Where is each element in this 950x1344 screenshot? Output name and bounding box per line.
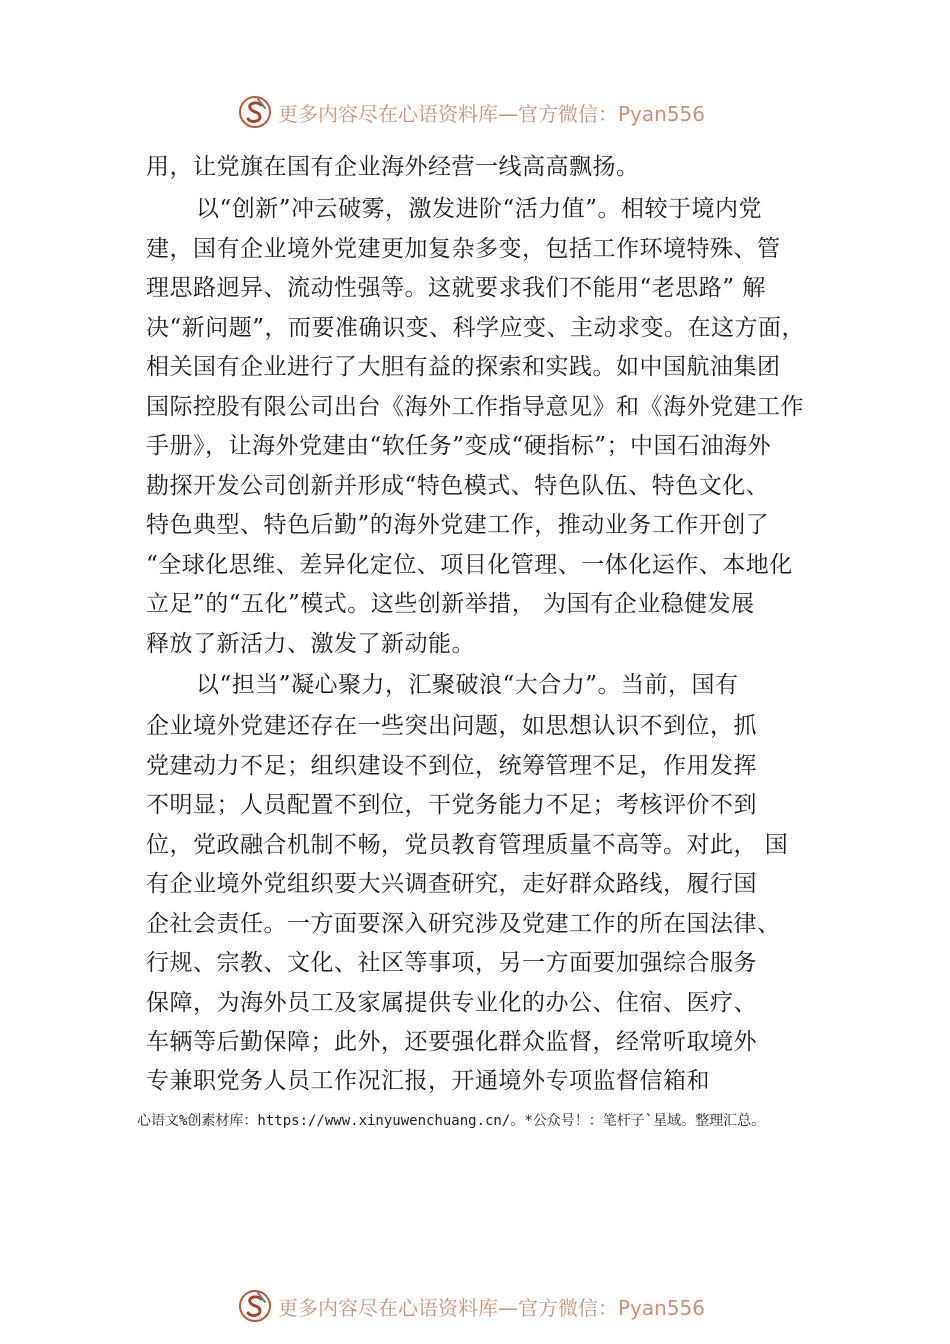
body-line: 不明显；人员配置不到位，干党务能力不足；考核评价不到 [146, 792, 757, 818]
watermark-text: 更多内容尽在心语资料库—官方微信：Pyan556 [278, 1295, 706, 1320]
body-line: 手册》，让海外党建由“软任务”变成“硬指标”；中国石油海外 [146, 433, 772, 459]
body-line: 以“创新”冲云破雾，激发进阶“活力值”。相较于境内党 [196, 196, 763, 222]
body-line: 党建动力不足；组织建设不到位，统筹管理不足，作用发挥 [146, 753, 757, 779]
body-line: 行规、宗教、文化、社区等事项，另一方面要加强综合服务 [146, 950, 757, 976]
body-line: 特色典型、特色后勤”的海外党建工作，推动业务工作开创了 [146, 512, 770, 538]
body-line: 车辆等后勤保障；此外，还要强化群众监督，经常听取境外 [146, 1029, 757, 1055]
stylized-s-logo-icon [238, 1289, 272, 1323]
header-watermark [238, 94, 705, 130]
body-line: 立足”的“五化”模式。这些创新举措， 为国有企业稳健发展 [146, 591, 755, 617]
body-line: 建，国有企业境外党建更加复杂多变，包括工作环境特殊、管 [146, 236, 781, 262]
body-line: 用，让党旗在国有企业海外经营一线高高飘扬。 [146, 154, 640, 180]
stylized-s-logo-icon [238, 95, 272, 129]
watermark-text: 更多内容尽在心语资料库—官方微信：Pyan556 [278, 101, 706, 126]
body-line: 企社会责任。一方面要深入研究涉及党建工作的所在国法律、 [146, 911, 781, 937]
body-line: 企业境外党建还存在一些突出问题，如思想认识不到位，抓 [146, 713, 757, 739]
body-line: 以“担当”凝心聚力，汇聚破浪“大合力”。当前，国有 [196, 672, 739, 698]
body-line: 决“新问题”，而要准确识变、科学应变、主动求变。在这方面， [146, 315, 806, 341]
source-footnote: 心语文%创素材库：https://www.xinyuwenchuang.cn/。*公众号！：笔杆子`星域。整理汇总。 [137, 1113, 766, 1129]
body-line: 相关国有企业进行了大胆有益的探索和实践。如中国航油集团 [146, 354, 781, 380]
body-line: 专兼职党务人员工作况汇报，开通境外专项监督信箱和 [146, 1068, 710, 1094]
body-line: 国际控股有限公司出台《海外工作指导意见》和《海外党建工作 [146, 394, 804, 420]
body-line: 释放了新活力、激发了新动能。 [146, 631, 475, 657]
body-line: 保障，为海外员工及家属提供专业化的办公、住宿、医疗、 [146, 990, 757, 1016]
body-line: 有企业境外党组织要大兴调查研究，走好群众路线，履行国 [146, 871, 757, 897]
body-line: 位，党政融合机制不畅，党员教育管理质量不高等。对此， 国 [146, 832, 789, 858]
body-line: “全球化思维、差异化定位、项目化管理、一体化运作、本地化 [146, 552, 793, 578]
body-line: 勘探开发公司创新并形成“特色模式、特色队伍、特色文化、 [146, 473, 770, 499]
footer-watermark [238, 1288, 705, 1324]
body-line: 理思路迥异、流动性强等。这就要求我们不能用“老思路” 解 [146, 275, 766, 301]
